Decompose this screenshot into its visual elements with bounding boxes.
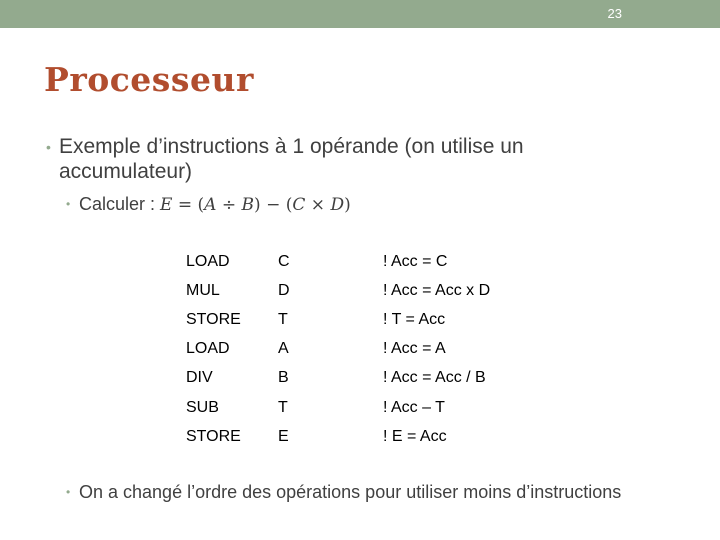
table-row [186,335,583,364]
top-bar [0,0,720,28]
formula-d: D [330,195,345,215]
bullet-dot-icon: • [66,485,71,499]
formula-lhs: E [160,195,173,215]
bullet-dot-icon: • [66,197,71,211]
slide-title: Processeur [44,60,254,99]
instruction-operand: D [278,281,290,299]
formula-times: × [310,195,326,215]
bullet-dot-icon: • [46,139,51,155]
instruction-operand: B [278,369,289,387]
instruction-op: STORE [186,427,241,445]
instruction-op: STORE [186,310,241,328]
instruction-operand: E [278,427,289,445]
instruction-op: SUB [186,398,219,416]
formula-open-paren: ( [285,195,293,215]
instruction-comment: ! T = Acc [383,310,446,328]
instruction-comment: ! Acc = C [383,252,448,270]
instruction-comment: ! Acc = A [383,340,446,358]
instruction-comment: ! Acc = Acc x D [383,281,491,299]
table-row [186,247,583,276]
instruction-op: LOAD [186,252,230,270]
slide-number: 23 [607,6,622,21]
formula-minus: − [266,195,281,215]
table-row [186,364,583,393]
calculate-label: Calculer : [79,194,156,214]
instruction-operand: T [278,310,288,328]
formula-eq: = [177,195,193,215]
table-row [186,422,583,451]
instruction-operand: A [278,340,289,358]
instruction-comment: ! Acc = Acc / B [383,369,486,387]
formula-div: ÷ [221,195,237,215]
table-row [186,276,583,305]
bullet-instructions-example: Exemple d’instructions à 1 opérande (on utilise un accumulateur) [59,135,524,183]
table-row [186,305,583,334]
instruction-operand: T [278,398,288,416]
table-row [186,393,583,422]
instruction-table [186,247,583,451]
formula-b: B [241,195,255,215]
bullet-calculate [79,194,351,215]
formula-open-paren: ( [197,195,205,215]
formula-close-paren: ) [254,195,261,215]
formula-c: C [292,195,306,215]
instruction-op: LOAD [186,340,230,358]
formula-a: A [204,195,217,215]
instruction-comment: ! Acc – T [383,398,445,416]
instruction-op: MUL [186,281,220,299]
instruction-op: DIV [186,369,213,387]
formula-close-paren: ) [344,195,351,215]
instruction-comment: ! E = Acc [383,427,447,445]
instruction-operand: C [278,252,290,270]
formula [160,195,351,215]
bullet-conclusion: On a changé l’ordre des opérations pour utiliser moins d’instructions [79,482,622,502]
